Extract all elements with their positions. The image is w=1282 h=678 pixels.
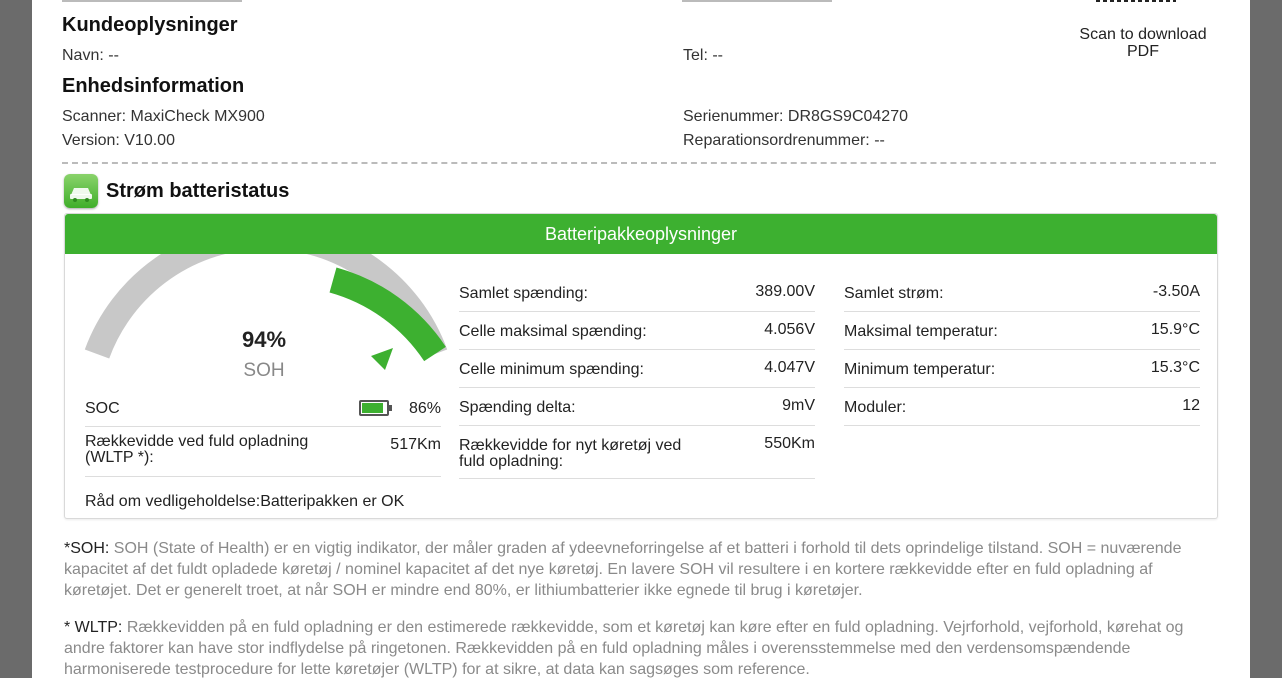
min-temperature-value: 15.3°C [1150, 359, 1200, 376]
gauge-pointer-icon [371, 348, 393, 370]
cell-max-voltage-value: 4.056V [764, 321, 815, 338]
new-vehicle-range-label: Rækkevidde for nyt køretøj ved fuld opladning: [459, 437, 682, 470]
soh-percent: 94% [241, 327, 287, 352]
min-temperature-label: Minimum temperatur: [844, 361, 996, 378]
wltp-note-text: Rækkevidden på en fuld opladning er den estimerede rækkevidde, som et køretøj kan køre efter en fuld opladning. Vejrforhold, vejforhold, kørehat og andre faktorer kan have stor indflydelse på ringetonen. Rækkevidden på en fuld opladning måles i overensstemmelse med den verdensomspændende harmoniserede testprocedure for lette køretøjer (WLTP) for at sikre, at data kan sagsøges som reference. [64, 619, 1184, 678]
voltage-delta-label: Spænding delta: [459, 399, 576, 416]
customer-heading: Kundeoplysninger [62, 14, 238, 36]
car-battery-icon [64, 174, 98, 208]
section-divider [62, 162, 1216, 164]
voltage-delta-row [459, 387, 815, 426]
battery-fill [362, 403, 383, 413]
battery-icon [359, 400, 389, 416]
range-wltp-row [85, 426, 441, 477]
gauge-fill [333, 280, 435, 354]
cut-off-line-right [682, 0, 882, 2]
cell-min-voltage-value: 4.047V [764, 359, 815, 376]
qr-caption [1063, 26, 1223, 60]
max-temperature-label: Maksimal temperatur: [844, 323, 998, 340]
voltage-delta-value: 9mV [782, 397, 815, 414]
soc-label: SOC [85, 400, 120, 417]
range-wltp-value: 517Km [390, 436, 441, 453]
range-wltp-label: Rækkevidde ved fuld opladning (WLTP *): [85, 433, 309, 466]
total-voltage-label: Samlet spænding: [459, 285, 588, 302]
cell-max-voltage-label: Celle maksimal spænding: [459, 323, 647, 340]
customer-tel: Tel: -- [683, 47, 723, 64]
qr-caption-line1: Scan to download [1079, 26, 1207, 43]
customer-name: Navn: -- [62, 47, 119, 64]
qr-caption-line2: PDF [1127, 43, 1159, 60]
max-temperature-row [844, 311, 1200, 350]
qr-code-partial [1096, 0, 1176, 2]
device-heading: Enhedsinformation [62, 75, 245, 97]
device-scanner: Scanner: MaxiCheck MX900 [62, 108, 265, 125]
wltp-note [64, 617, 1216, 678]
device-version: Version: V10.00 [62, 132, 175, 149]
report-page[interactable] [32, 0, 1250, 678]
total-voltage-row [459, 273, 815, 312]
device-repair-order: Reparationsordrenummer: -- [683, 132, 885, 149]
cell-max-voltage-row [459, 311, 815, 350]
modules-label: Moduler: [844, 399, 907, 416]
soc-row [85, 388, 441, 427]
total-current-label: Samlet strøm: [844, 285, 944, 302]
cell-min-voltage-label: Celle minimum spænding: [459, 361, 644, 378]
new-vehicle-range-row [459, 425, 815, 479]
wltp-note-key: * WLTP: [64, 619, 123, 636]
soh-label: SOH [243, 360, 285, 381]
min-temperature-row [844, 349, 1200, 388]
soh-note-key: *SOH: [64, 540, 110, 557]
soc-value: 86% [408, 400, 441, 417]
new-vehicle-range-value: 550Km [764, 435, 815, 452]
battery-pack-card [64, 213, 1218, 519]
max-temperature-value: 15.9°C [1150, 321, 1200, 338]
modules-value: 12 [1182, 397, 1200, 414]
section-title: Strøm batteristatus [106, 180, 290, 202]
soh-note [64, 538, 1216, 601]
total-voltage-value: 389.00V [755, 283, 815, 300]
cell-min-voltage-row [459, 349, 815, 388]
device-serial: Serienummer: DR8GS9C04270 [683, 108, 908, 125]
total-current-value: -3.50A [1152, 283, 1200, 300]
battery-pack-header: Batteripakkeoplysninger [65, 214, 1217, 254]
soh-note-text: SOH (State of Health) er en vigtig indikator, der måler graden af ydeevneforringelse af et batteri i forhold til dets oprindelige tilstand. SOH = nuværende kapacitet af det fuldt opladede køretøj / nominel kapacitet af det nye køretøj. En lavere SOH vil resultere i en kortere rækkevidde efter en fuld opladning af køretøjet. Det er generelt troet, at når SOH er mindre end 80%, er lithiumbatterier ikke egnede til brug i køretøjer. [64, 540, 1182, 599]
cut-off-line-left [62, 0, 262, 2]
total-current-row [844, 273, 1200, 312]
maintenance-advice: Råd om vedligeholdelse:Batteripakken er OK [85, 493, 405, 510]
modules-row [844, 387, 1200, 426]
